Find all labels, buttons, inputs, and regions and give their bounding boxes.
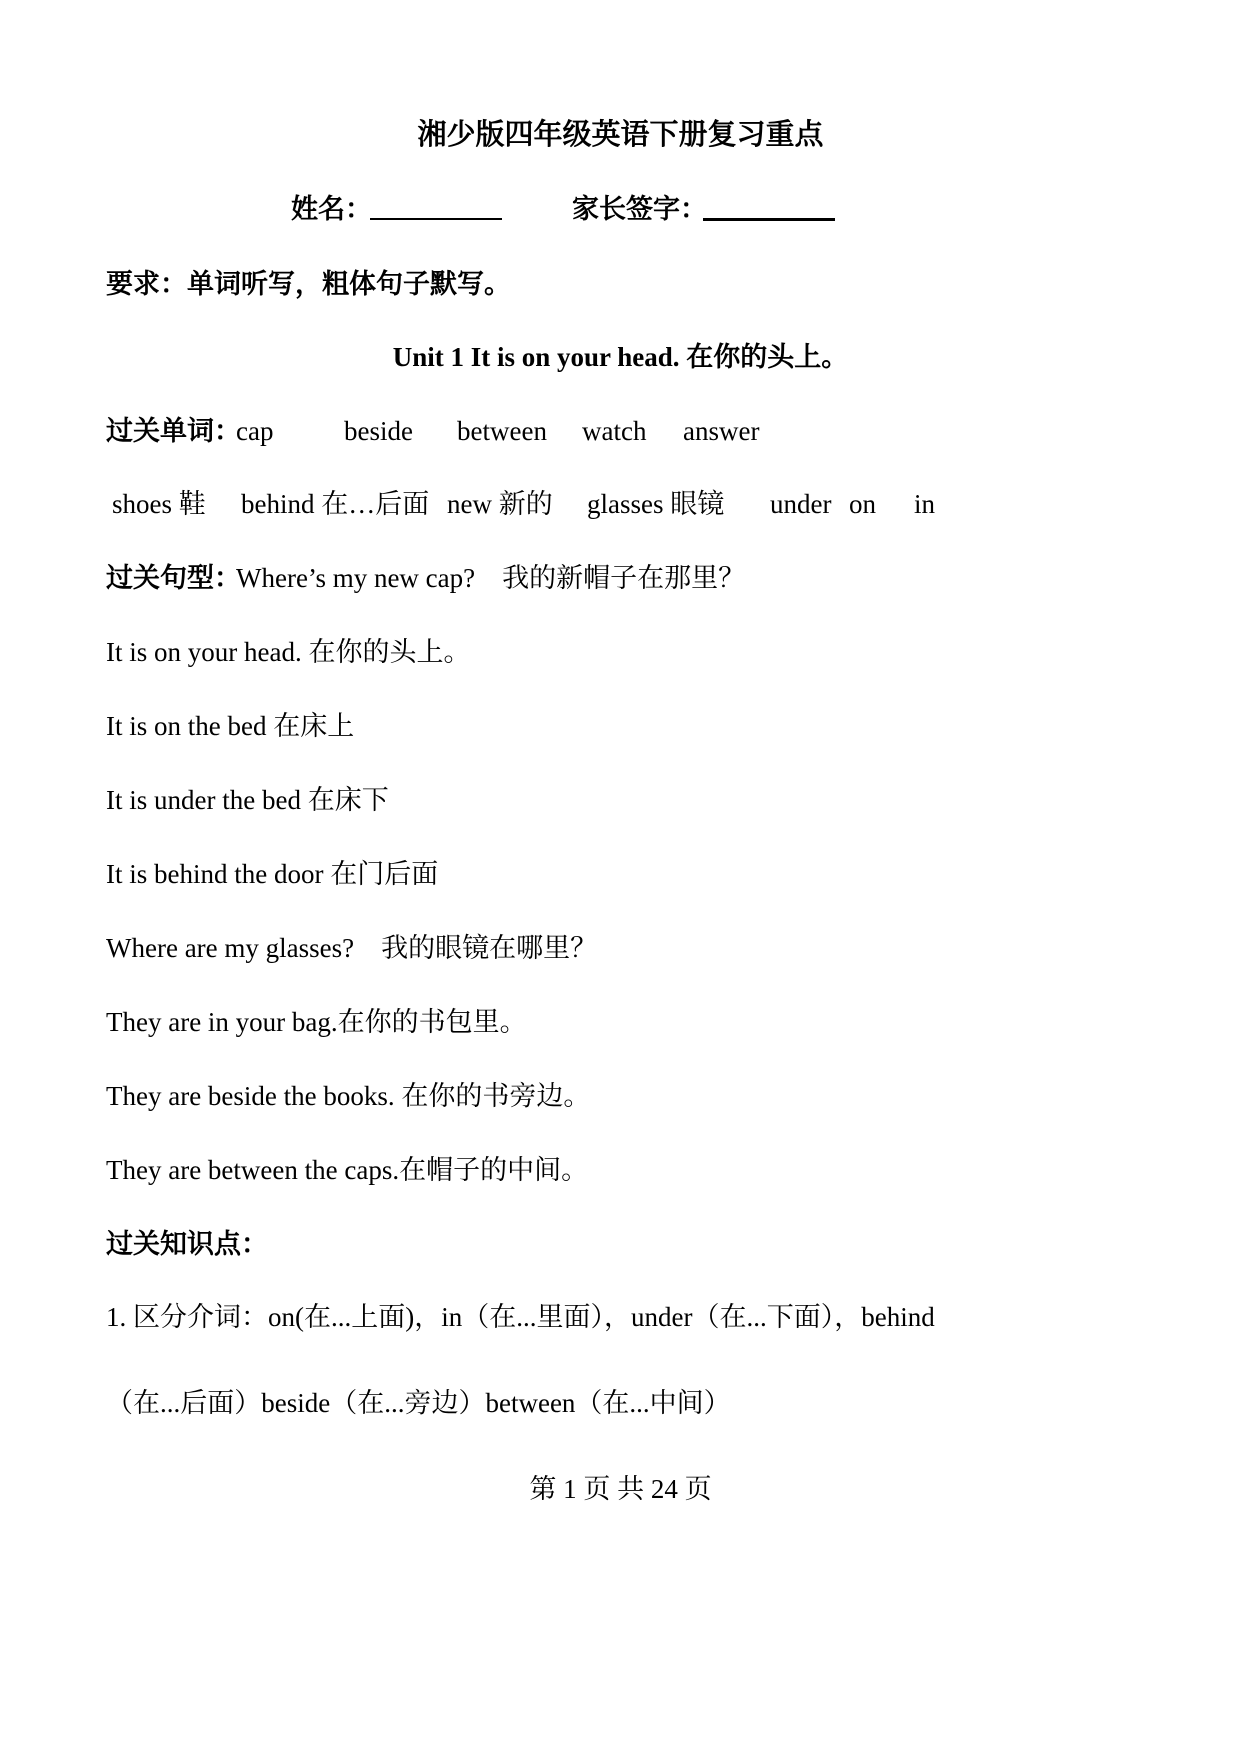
name-label: 姓名： xyxy=(291,194,372,224)
sentence: Where are my glasses? 我的眼镜在哪里？ xyxy=(106,933,598,963)
sentence: They are beside the books. 在你的书旁边。 xyxy=(106,1081,591,1111)
vocab-word: cap xyxy=(236,416,274,446)
vocab-label: 过关单词： xyxy=(106,416,241,446)
vocab-word: answer xyxy=(683,416,760,446)
page-footer: 第 1 页 共 24 页 xyxy=(529,1474,712,1504)
sentence: Where’s my new cap? 我的新帽子在那里？ xyxy=(236,563,746,593)
document-title: 湘少版四年级英语下册复习重点 xyxy=(417,119,824,151)
vocab-word: between xyxy=(457,416,547,446)
sentence: It is on the bed 在床上 xyxy=(106,711,355,741)
knowledge-point-1: 1. 区分介词：on(在...上面)，in（在...里面），under（在...下面），behind xyxy=(106,1302,935,1332)
parent-sign-blank xyxy=(703,192,835,229)
parent-sign-label: 家长签字： xyxy=(572,194,707,224)
name-blank xyxy=(370,192,502,228)
sentence: It is under the bed 在床下 xyxy=(106,785,389,815)
unit-title: Unit 1 It is on your head. 在你的头上。 xyxy=(392,342,849,372)
sentence: They are in your bag.在你的书包里。 xyxy=(106,1007,527,1037)
vocab-word: watch xyxy=(582,416,647,446)
sentence: It is behind the door 在门后面 xyxy=(106,859,439,889)
vocab-word: beside xyxy=(344,416,413,446)
requirement-text: 要求：单词听写，粗体句子默写。 xyxy=(106,269,511,299)
vocab-word: shoes 鞋 xyxy=(112,489,206,519)
vocab-word: new 新的 xyxy=(447,489,553,519)
knowledge-point-1-continued: （在...后面）beside（在...旁边）between（在...中间） xyxy=(106,1388,731,1418)
vocab-word: in xyxy=(914,489,936,519)
vocab-word: under xyxy=(770,489,832,519)
knowledge-label: 过关知识点： xyxy=(106,1229,268,1259)
sentence-label: 过关句型： xyxy=(106,563,241,593)
vocab-word: glasses 眼镜 xyxy=(587,489,725,519)
vocab-word: behind 在…后面 xyxy=(241,489,430,519)
vocab-word: on xyxy=(849,489,876,519)
sentence: It is on your head. 在你的头上。 xyxy=(106,637,471,667)
sentence: They are between the caps.在帽子的中间。 xyxy=(106,1155,589,1185)
